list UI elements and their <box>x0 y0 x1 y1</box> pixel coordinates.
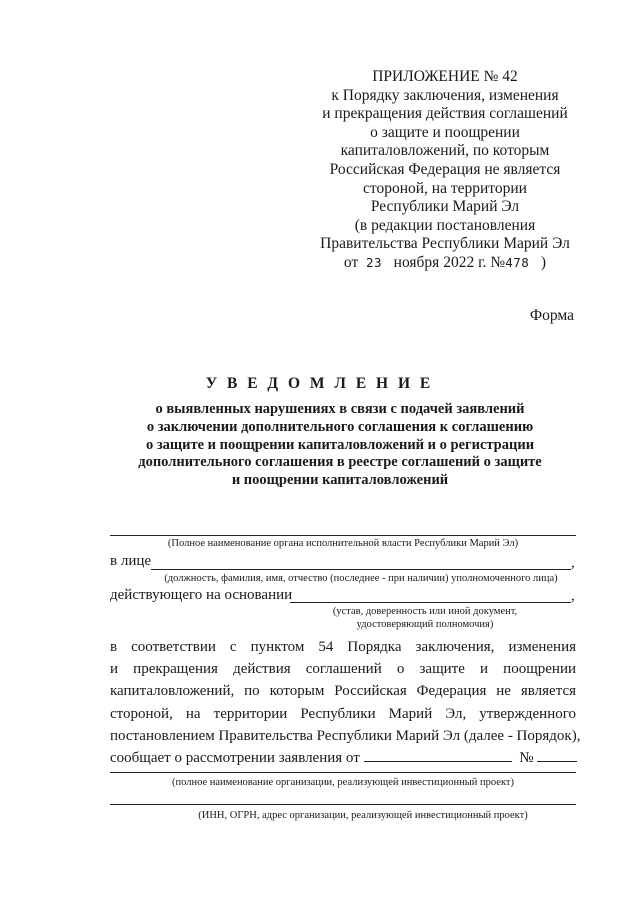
subtitle-line: о заключении дополнительного соглашения к соглашению <box>146 418 534 435</box>
body-line: постановлением Правительства Республики Марий Эл (далее - Порядок), <box>110 727 581 744</box>
basis-caption: удостоверяющий полномочия) <box>356 619 494 630</box>
header-line: стороной, на территории <box>363 179 527 197</box>
basis-label: действующего на основании <box>110 587 293 603</box>
date-day: 23 <box>365 254 383 270</box>
body-line: капиталовложений, по которым Российская Федерация не является <box>110 683 576 700</box>
date-suffix: ) <box>540 253 547 271</box>
header-line: о защите и поощрении <box>370 123 520 141</box>
header-line: ПРИЛОЖЕНИЕ № 42 <box>372 68 518 85</box>
subtitle-line: о защите и поощрении капиталовложений и о регистрации <box>145 436 535 453</box>
person-caption: (должность, фамилия, имя, отчество (последнее - при наличии) уполномоченного лица) <box>164 573 558 584</box>
notification-body <box>110 636 581 769</box>
document-subtitle <box>70 401 610 490</box>
basis-field[interactable] <box>290 602 571 603</box>
authority-name-field[interactable] <box>110 535 576 536</box>
basis-caption: (устав, доверенность или иной документ, <box>332 606 518 617</box>
date-month-year: ноября 2022 г. № <box>393 253 506 271</box>
basis-comma: , <box>571 588 575 604</box>
header-line: и прекращения действия соглашений <box>322 105 568 123</box>
header-line: Республики Марий Эл <box>370 198 520 216</box>
subtitle-line: о выявленных нарушениях в связи с подачей заявлений <box>155 401 525 417</box>
person-comma: , <box>571 555 575 571</box>
application-date-label: сообщает о рассмотрении заявления от <box>110 750 360 767</box>
date-prefix: от <box>343 253 359 271</box>
number-sign: № <box>519 750 534 767</box>
header-line: капиталовложений, по которым <box>340 142 550 160</box>
organization-details-field[interactable] <box>110 804 576 805</box>
organization-name-field[interactable] <box>110 772 576 773</box>
application-number-field[interactable] <box>537 747 577 762</box>
document-title: У В Е Д О М Л Е Н И Е <box>205 375 434 392</box>
appendix-header <box>300 68 590 273</box>
body-line-last <box>110 747 576 769</box>
person-field[interactable] <box>151 569 571 570</box>
person-label: в лице <box>110 553 152 569</box>
subtitle-line: дополнительного соглашения в реестре соглашений о защите <box>138 454 542 471</box>
resolution-number: 478 <box>505 254 530 270</box>
header-line: Российская Федерация не является <box>329 160 561 178</box>
body-line: в соответствии с пунктом 54 Порядка заключения, изменения <box>110 639 576 655</box>
organization-details-caption: (ИНН, ОГРН, адрес организации, реализующей инвестиционный проект) <box>198 810 528 821</box>
body-line: стороной, на территории Республики Марий Эл, утвержденного <box>110 705 576 722</box>
application-date-field[interactable] <box>364 747 512 762</box>
header-line: к Порядку заключения, изменения <box>331 86 559 104</box>
form-label: Форма <box>529 307 574 324</box>
header-line: (в редакции постановления <box>354 216 536 234</box>
authority-name-caption: (Полное наименование органа исполнительной власти Республики Марий Эл) <box>167 538 519 549</box>
header-line: Правительства Республики Марий Эл <box>320 235 570 253</box>
header-date-line <box>300 254 590 273</box>
subtitle-line: и поощрении капиталовложений <box>231 472 449 489</box>
body-line: и прекращения действия соглашений о защите и поощрении <box>110 661 576 678</box>
organization-name-caption: (полное наименование организации, реализующей инвестиционный проект) <box>171 777 514 788</box>
